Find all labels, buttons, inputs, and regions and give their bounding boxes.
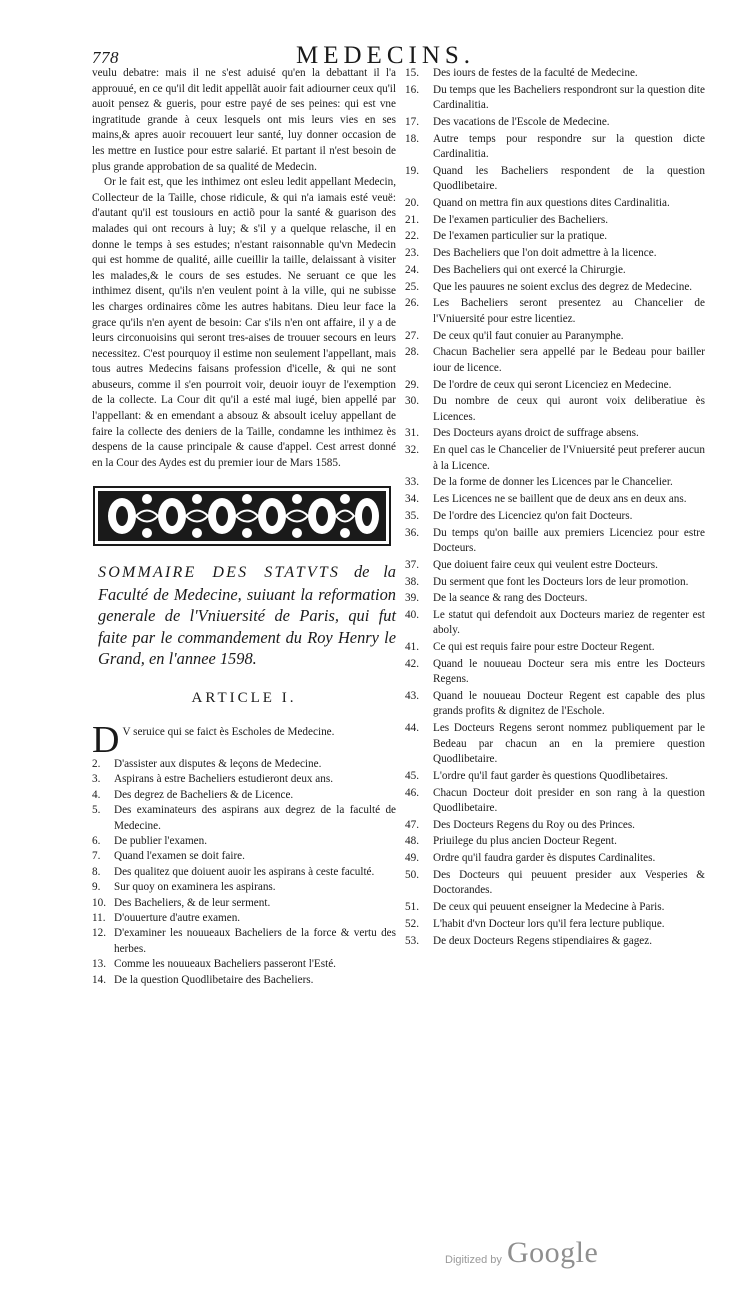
entry-number: 8.: [92, 865, 101, 878]
entry-text: Comme les nouueaux Bacheliers passeront l'Esté.: [114, 958, 336, 971]
entry-number: 21.: [405, 213, 419, 226]
list-item: [405, 345, 705, 376]
list-item: [405, 475, 705, 490]
drop-cap: D: [92, 718, 120, 761]
entry-text: Quand les Bacheliers respondent de la question Quodlibetaire.: [433, 164, 705, 193]
entry-number: 7.: [92, 850, 101, 863]
page-header: [0, 22, 739, 68]
entry-text: De l'ordre des Licenciez qu'on fait Docteurs.: [433, 509, 633, 522]
entry-number: 27.: [405, 329, 419, 342]
watermark-caption: Digitized by: [445, 1254, 502, 1266]
running-title: MEDECINS.: [296, 42, 476, 69]
list-item: [405, 132, 705, 163]
entry-text: Quand le nouueau Docteur Regent est capable des plus grands profits & dignitez de l'Eschole.: [433, 690, 705, 718]
entry-text: De l'examen particulier sur la pratique.: [433, 230, 608, 243]
list-item: [92, 973, 396, 988]
entry-text: Aspirans à estre Bacheliers estudieront deux ans.: [114, 773, 334, 786]
entry-text: Chacun Bachelier sera appellé par le Bedeau pour bailler iour de licence.: [433, 346, 705, 374]
entry-text: Priuilege du plus ancien Docteur Regent.: [433, 835, 617, 848]
entry-number: 47.: [405, 818, 419, 831]
summary-heading: [92, 561, 396, 670]
entry-number: 35.: [405, 509, 419, 522]
left-column: [92, 66, 396, 988]
list-item: [405, 575, 705, 590]
entry-number: 36.: [405, 526, 419, 539]
entry-number: 45.: [405, 769, 419, 782]
list-item: [405, 426, 705, 441]
list-item: [92, 865, 396, 880]
list-item: [405, 786, 705, 817]
list-item: [405, 917, 705, 932]
entry-number: 4.: [92, 788, 101, 801]
entry-text: Du serment que font les Docteurs lors de leur promotion.: [433, 575, 689, 588]
entry-text: De publier l'examen.: [114, 834, 208, 847]
entry-number: 33.: [405, 476, 419, 489]
entry-number: 46.: [405, 786, 419, 799]
list-item: [92, 880, 396, 895]
entry-text: De la forme de donner les Licences par le Chancelier.: [433, 476, 673, 489]
entry-number: 51.: [405, 901, 419, 914]
entry-number: 2.: [92, 757, 101, 770]
entry-number: 22.: [405, 230, 419, 243]
entry-number: 52.: [405, 917, 419, 930]
entry-text: Autre temps pour respondre sur la question dicte Cardinalitia.: [433, 132, 705, 161]
entry-number: 32.: [405, 444, 419, 457]
entry-text: Des Bacheliers, & de leur serment.: [114, 896, 271, 909]
list-item: [405, 818, 705, 833]
entry-number: 38.: [405, 575, 419, 588]
entry-number: 16.: [405, 83, 419, 96]
list-item: [92, 911, 396, 926]
list-item: [405, 280, 705, 295]
entry-number: 41.: [405, 641, 419, 654]
list-item: [405, 900, 705, 915]
entry-text: Que les pauures ne soient exclus des degrez de Medecine.: [433, 280, 693, 293]
entry-number: 5.: [92, 804, 101, 817]
google-logo: Google: [507, 1236, 599, 1269]
summary-title: SOMMAIRE DES STATVTS: [98, 564, 341, 582]
list-item: [92, 834, 396, 849]
entry-number: 48.: [405, 835, 419, 848]
entry-text: D'assister aux disputes & leçons de Medecine.: [114, 757, 322, 770]
entry-text: De deux Docteurs Regens stipendiaires & gagez.: [433, 934, 653, 947]
google-watermark: [445, 1238, 645, 1274]
list-item: [405, 246, 705, 261]
list-item: [405, 164, 705, 195]
entry-number: 31.: [405, 427, 419, 440]
entry-number: 14.: [92, 973, 106, 986]
entry-text: L'habit d'vn Docteur lors qu'il fera lecture publique.: [433, 917, 665, 930]
entry-number: 13.: [92, 958, 106, 971]
entry-number: 29.: [405, 378, 419, 391]
entry-number: 34.: [405, 493, 419, 506]
list-item: [405, 394, 705, 425]
entry-number: 20.: [405, 196, 419, 209]
list-item: [92, 926, 396, 957]
list-item: [405, 378, 705, 393]
article-heading: ARTICLE I.: [191, 689, 297, 706]
entry-text: Que doiuent faire ceux qui veulent estre Docteurs.: [433, 558, 658, 571]
entry-text: Quand on mettra fin aux questions dites Cardinalitia.: [433, 196, 670, 209]
entry-number: 26.: [405, 297, 419, 310]
entry-text: Des Docteurs qui peuuent presider aux Vesperies & Doctorandes.: [433, 868, 705, 897]
entry-text: Des qualitez que doiuent auoir les aspirans à ceste faculté.: [114, 865, 375, 878]
entry-text: L'ordre qu'il faut garder ès questions Quodlibetaires.: [433, 769, 668, 782]
entry-number: 25.: [405, 280, 419, 293]
list-item: [405, 657, 705, 688]
body-paragraph: veulu debatre: mais il ne s'est aduisé qu'en la debattant il l'a approuué, en ce qu'il dit ledit appellãt auoir fait adiourner ceux qu'il auoit pensez & gueris, pour estre payé de ses peines: qui est vne ingratitude grande à ceux lesquels ont mis leurs vies en ses mains,& apres auoir recouuert leur santé, luy donner occasion de les mettre en Iustice pour estre salarié. Et partant il n'est besoin de plus grande approbation de sa qualité de Medecin.: [92, 67, 396, 173]
entry-number: 44.: [405, 722, 419, 735]
entry-number: 11.: [92, 912, 106, 924]
list-item: [405, 640, 705, 655]
list-item: [405, 229, 705, 244]
entry-text: Le statut qui defendoit aux Docteurs mariez de regenter est aboly.: [433, 609, 705, 637]
list-item: [405, 213, 705, 228]
list-item: [405, 196, 705, 211]
list-item: [405, 721, 705, 767]
right-column: [405, 66, 705, 950]
entry-text: Des iours de festes de la faculté de Medecine.: [433, 67, 638, 79]
entry-text: Des Docteurs Regens du Roy ou des Princes.: [433, 818, 635, 831]
entry-text: Des degrez de Bacheliers & de Licence.: [114, 788, 294, 801]
list-item: [405, 329, 705, 344]
list-item: [92, 849, 396, 864]
entry-number: 10.: [92, 896, 106, 909]
entry-text: Du nombre de ceux qui auront voix deliberatiue ès Licences.: [433, 395, 705, 423]
list-item: [92, 957, 396, 972]
list-item: [405, 868, 705, 899]
entry-number: 49.: [405, 852, 419, 865]
entry-number: 3.: [92, 773, 101, 786]
entry-number: 39.: [405, 592, 419, 605]
entry-number: 15.: [405, 67, 419, 79]
list-item: [405, 689, 705, 720]
list-item: [405, 851, 705, 866]
entry-text: Les Bacheliers seront presentez au Chancelier de l'Vniuersité pour estre licentiez.: [433, 297, 705, 325]
entry-text: De l'ordre de ceux qui seront Licenciez en Medecine.: [433, 378, 672, 391]
body-paragraph: Or le fait est, que les inthimez ont esleu ledit appellant Medecin, Collecteur de la Taille, chose ridicule, & qui n'a iamais esté veuë: d'autant qu'il est tousiours en actiõ pour la santé & guarison des malades qui ont recours à luy; & s'il y a quelque relasche, il en donne le temps à ses estudes; n'estant raisonnable qu'vn Medecin qui est homme de qualité, aille cueillir la taille, delaissant à visiter les malades,& le cours de ses estudes. Ne seruant ce que les inthimez disent, qu'ils n'en veulent point à la ville, qui ne subisse les charges ordinaires cõme les autres habitans. Dieu leur face la grace qu'ils n'en ayent de besoin: Car s'ils n'en ont affaire, il y a de leurs circonuoisins qui seront tres-aises de trouuer secours en leurs necessitez. C'est pourquoy il estime non seulement l'appellant, mais tous autres Medecins faisans profession d'icelle, & qui ne sont abuseurs, comme il s'en pourroit voir, deuoir iouyr de l'exemption de la collecte. La Cour dit qu'il a esté mal iugé, bien appellé par l'appellant: & en emendant a absouz & absoult iceluy appellant de faire la collecte des deniers de la Taille, condamne les inthimez ès despens de la cause principale & cause d'appel. Cest arrest donné en la Cour des Aydes est du premier iour de Mars 1585.: [92, 176, 396, 469]
entry-text: De l'examen particulier des Bacheliers.: [433, 213, 609, 226]
entry-text: Quand l'examen se doit faire.: [114, 850, 245, 863]
entry-text: D'ouuerture d'autre examen.: [114, 912, 241, 924]
list-item: [405, 66, 705, 81]
list-item: [405, 591, 705, 606]
list-item: [405, 558, 705, 573]
entry-number: 6.: [92, 834, 101, 847]
left-entry-list: [92, 718, 396, 988]
entry-text: Les Licences ne se baillent que de deux ans en deux ans.: [433, 493, 687, 506]
entry-number: 17.: [405, 115, 419, 128]
entry-text: Des Docteurs ayans droict de suffrage absens.: [433, 427, 639, 440]
entry-text: Chacun Docteur doit presider en son rang à la question Quodlibetaire.: [433, 786, 705, 814]
entry-number: 40.: [405, 609, 419, 621]
entry-number: 23.: [405, 247, 419, 260]
entry-text: Sur quoy on examinera les aspirans.: [114, 881, 276, 894]
list-item: [405, 263, 705, 278]
list-item: [405, 509, 705, 524]
entry-text: Du temps que les Bacheliers respondront sur la question dite Cardinalitia.: [433, 83, 705, 112]
entry-number: 42.: [405, 657, 419, 670]
list-item: [92, 896, 396, 911]
list-item: [405, 443, 705, 474]
entry-text: V seruice qui se faict ès Escholes de Medecine.: [122, 725, 335, 738]
page-number: 778: [92, 48, 119, 67]
entry-text: Ordre qu'il faudra garder ès disputes Cardinalites.: [433, 852, 656, 865]
entry-text: Les Docteurs Regens seront nommez publiquement par le Bedeau par chacun an en la premiere question Quodlibetaire.: [433, 722, 705, 766]
entry-number: 18.: [405, 132, 419, 145]
list-item: [405, 608, 705, 639]
list-item: [405, 115, 705, 130]
list-item: [92, 718, 396, 761]
entry-number: 19.: [405, 164, 419, 177]
entry-text: De ceux qu'il faut conuier au Paranymphe.: [433, 329, 624, 342]
entry-text: De la question Quodlibetaire des Bacheliers.: [114, 973, 314, 986]
entry-text: De la seance & rang des Docteurs.: [433, 592, 588, 605]
list-item: [92, 788, 396, 803]
entry-text: Des vacations de l'Escole de Medecine.: [433, 115, 610, 128]
list-item: [405, 83, 705, 114]
summary-subtitle: de la Faculté de Medecine, suiuant la reformation generale de l'Vniuersité de Paris, qui fut faite par le commandement du Roy Henry le Grand, en l'annee 1598.: [98, 562, 396, 669]
list-item: [405, 526, 705, 557]
list-item: [405, 834, 705, 849]
list-item: [405, 769, 705, 784]
list-item: [405, 934, 705, 949]
entry-text: Ce qui est requis faire pour estre Docteur Regent.: [433, 641, 655, 654]
entry-number: 9.: [92, 881, 101, 894]
list-item: [405, 492, 705, 507]
entry-text: En quel cas le Chancelier de l'Vniuersité peut preferer aucun à la Licence.: [433, 444, 705, 472]
entry-number: 43.: [405, 690, 419, 703]
list-item: [92, 757, 396, 772]
ornament-band: [92, 485, 396, 549]
entry-number: 24.: [405, 263, 419, 276]
list-item: [92, 772, 396, 787]
list-item: [92, 803, 396, 834]
entry-number: 28.: [405, 346, 419, 359]
entry-text: Des Bacheliers qui ont exercé la Chirurgie.: [433, 263, 626, 276]
entry-text: Des Bacheliers que l'on doit admettre à la licence.: [433, 247, 657, 260]
list-item: [405, 296, 705, 327]
entry-text: Du temps qu'on baille aux premiers Licenciez pour estre Docteurs.: [433, 526, 705, 554]
entry-number: 30.: [405, 395, 419, 408]
entry-number: 50.: [405, 868, 419, 881]
entry-text: Des examinateurs des aspirans aux degrez de la faculté de Medecine.: [114, 804, 396, 832]
entry-number: 53.: [405, 934, 419, 947]
entry-number: 37.: [405, 558, 419, 571]
ornament-icon: [92, 485, 392, 547]
entry-text: Quand le nouueau Docteur sera mis entre les Docteurs Regens.: [433, 657, 705, 686]
entry-number: 12.: [92, 927, 106, 940]
entry-text: De ceux qui peuuent enseigner la Medecine à Paris.: [433, 901, 665, 914]
entry-text: D'examiner les nouueaux Bacheliers de la force & vertu des herbes.: [114, 927, 396, 955]
